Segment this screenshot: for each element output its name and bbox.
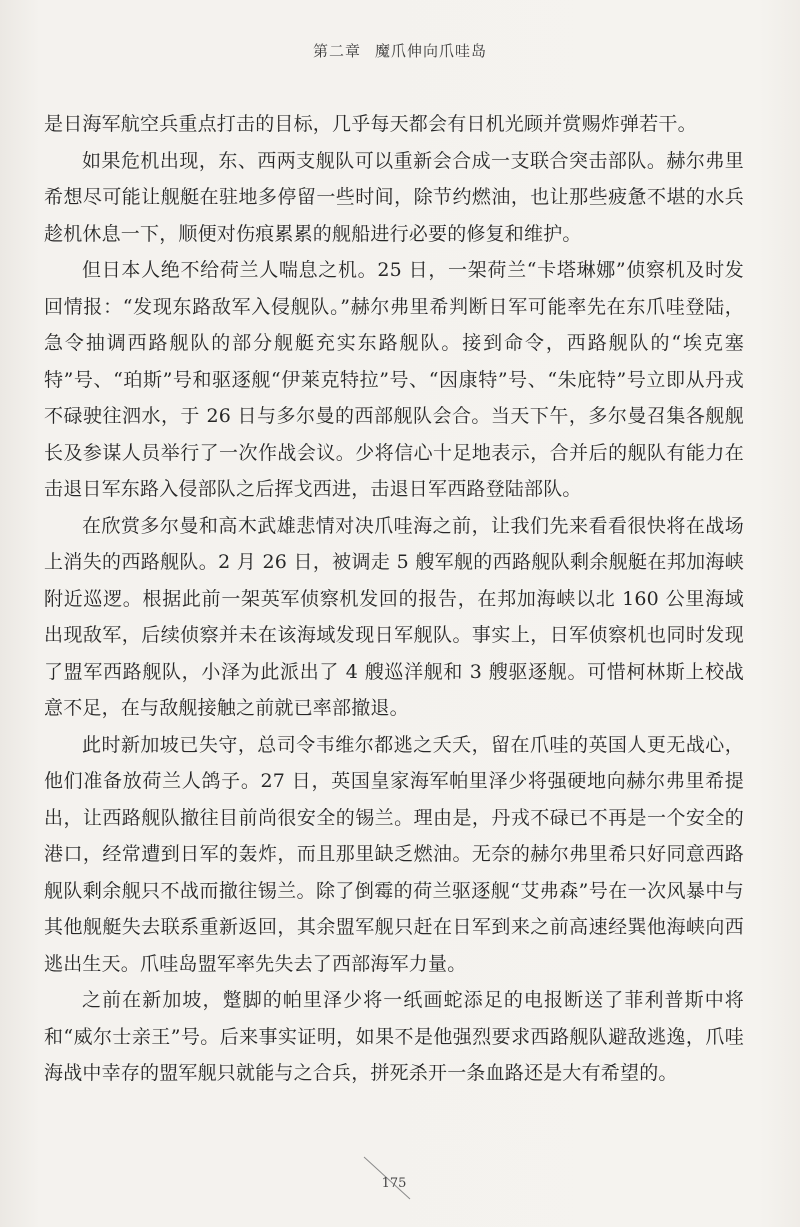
paragraph-3: 但日本人绝不给荷兰人喘息之机。25 日，一架荷兰“卡塔琳娜”侦察机及时发回情报：“发现东路敌军入侵舰队。”赫尔弗里希判断日军可能率先在东爪哇登陆，急令抽调西路舰队的部分舰艇充实东路舰队。接到命令，西路舰队的“埃克塞特”号、“珀斯”号和驱逐舰“伊莱克特拉”号、“因康特”号、“朱庇特”号立即从丹戎不碌驶往泗水，于 26 日与多尔曼的西部舰队会合。当天下午，多尔曼召集各舰舰长及参谋人员举行了一次作战会议。少将信心十足地表示，合并后的舰队有能力在击退日军东路入侵部队之后挥戈西进，击退日军西路登陆部队。 — [44, 259, 744, 500]
paragraph-6: 之前在新加坡，蹩脚的帕里泽少将一纸画蛇添足的电报断送了菲利普斯中将和“威尔士亲王”号。后来事实证明，如果不是他强烈要求西路舰队避敌逃逸，爪哇海战中幸存的盟军舰只就能与之合兵，拼死杀开一条血路还是大有希望的。 — [44, 989, 744, 1084]
paragraph-1: 是日海军航空兵重点打击的目标，几乎每天都会有日机光顾并赏赐炸弹若干。 — [44, 113, 697, 135]
running-header — [0, 40, 800, 61]
paragraph-2: 如果危机出现，东、西两支舰队可以重新会合成一支联合突击部队。赫尔弗里希想尽可能让舰艇在驻地多停留一些时间，除节约燃油，也让那些疲惫不堪的水兵趁机休息一下，顺便对伤痕累累的舰船进行必要的修复和维护。 — [44, 149, 744, 245]
chapter-title: 魔爪伸向爪哇岛 — [375, 42, 488, 60]
paragraph-5: 此时新加坡已失守，总司令韦维尔都逃之夭夭，留在爪哇的英国人更无战心，他们准备放荷兰人鸽子。27 日，英国皇家海军帕里泽少将强硬地向赫尔弗里希提出，让西路舰队撤往目前尚很安全的锡兰。理由是，丹戎不碌已不再是一个安全的港口，经常遭到日军的轰炸，而且那里缺乏燃油。无奈的赫尔弗里希只好同意西路舰队剩余舰只不战而撤往锡兰。除了倒霉的荷兰驱逐舰“艾弗森”号在一次风暴中与其他舰艇失去联系重新返回，其余盟军舰只赶在日军到来之前高速经巽他海峡向西逃出生天。爪哇岛盟军率先失去了西部海军力量。 — [44, 733, 744, 975]
paragraph-4: 在欣赏多尔曼和高木武雄悲情对决爪哇海之前，让我们先来看看很快将在战场上消失的西路舰队。2 月 26 日，被调走 5 艘军舰的西路舰队剩余舰艇在邦加海峡附近巡逻。根据此前一架英军侦察机发回的报告，在邦加海峡以北 160 公里海域出现敌军，后续侦察并未在该海域发现日军舰队。事实上，日军侦察机也同时发现了盟军西路舰队，小泽为此派出了 4 艘巡洋舰和 3 艘驱逐舰。可惜柯林斯上校战意不足，在与敌舰接触之前就已率部撤退。 — [44, 514, 744, 719]
page-number: 175 — [381, 1176, 407, 1191]
body-text — [44, 106, 744, 1092]
chapter-label: 第二章 — [312, 42, 361, 60]
